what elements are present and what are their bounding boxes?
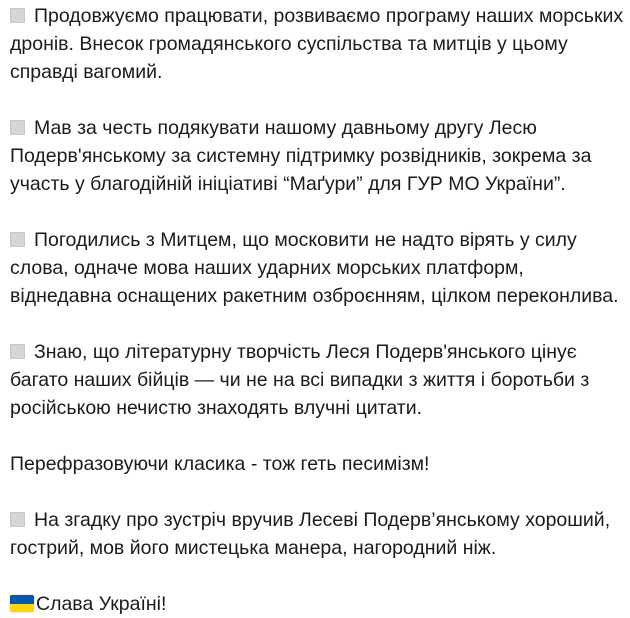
paragraph-text: Продовжуємо працювати, розвиваємо програму наших морських дронів. Внесок громадянського суспільства та митців у цьому справді вагомий. xyxy=(10,5,624,83)
closing-line xyxy=(10,590,624,618)
post-paragraph-5 xyxy=(10,450,624,478)
paragraph-text: Перефразовуючи класика - тож геть песимізм! xyxy=(10,453,430,475)
post-paragraph-1 xyxy=(10,2,624,86)
flag-yellow-stripe xyxy=(10,604,34,613)
paragraph-text: Знаю, що літературну творчість Леся Подерв'янського цінує багато наших бійців — чи не на всі випадки з життя і боротьби з російською нечистю знаходять влучні цитати. xyxy=(10,341,590,419)
paragraph-text: Мав за честь подякувати нашому давньому другу Лесю Подерв'янському за системну підтримку розвідників, зокрема за участь у благодійній ініціативі “Маґури” для ГУР МО України”. xyxy=(10,117,592,195)
white-square-icon xyxy=(10,232,25,247)
post-paragraph-6 xyxy=(10,506,624,562)
white-square-icon xyxy=(10,344,25,359)
post-paragraph-2 xyxy=(10,114,624,198)
post-paragraph-4 xyxy=(10,338,624,422)
flag-blue-stripe xyxy=(10,595,34,604)
white-square-icon xyxy=(10,120,25,135)
white-square-icon xyxy=(10,8,25,23)
post-text xyxy=(10,2,624,618)
ukraine-flag-icon xyxy=(10,595,34,612)
post-paragraph-3 xyxy=(10,226,624,310)
closing-text: Слава Україні! xyxy=(36,593,167,615)
paragraph-text: На згадку про зустріч вручив Лесеві Подерв’янському хороший, гострий, мов його мистецька манера, нагородний ніж. xyxy=(10,509,611,559)
paragraph-text: Погодились з Митцем, що московити не надто вірять у силу слова, одначе мова наших ударних морських платформ, віднедавна оснащених ракетним озброєнням, цілком переконлива. xyxy=(10,229,619,307)
white-square-icon xyxy=(10,512,25,527)
